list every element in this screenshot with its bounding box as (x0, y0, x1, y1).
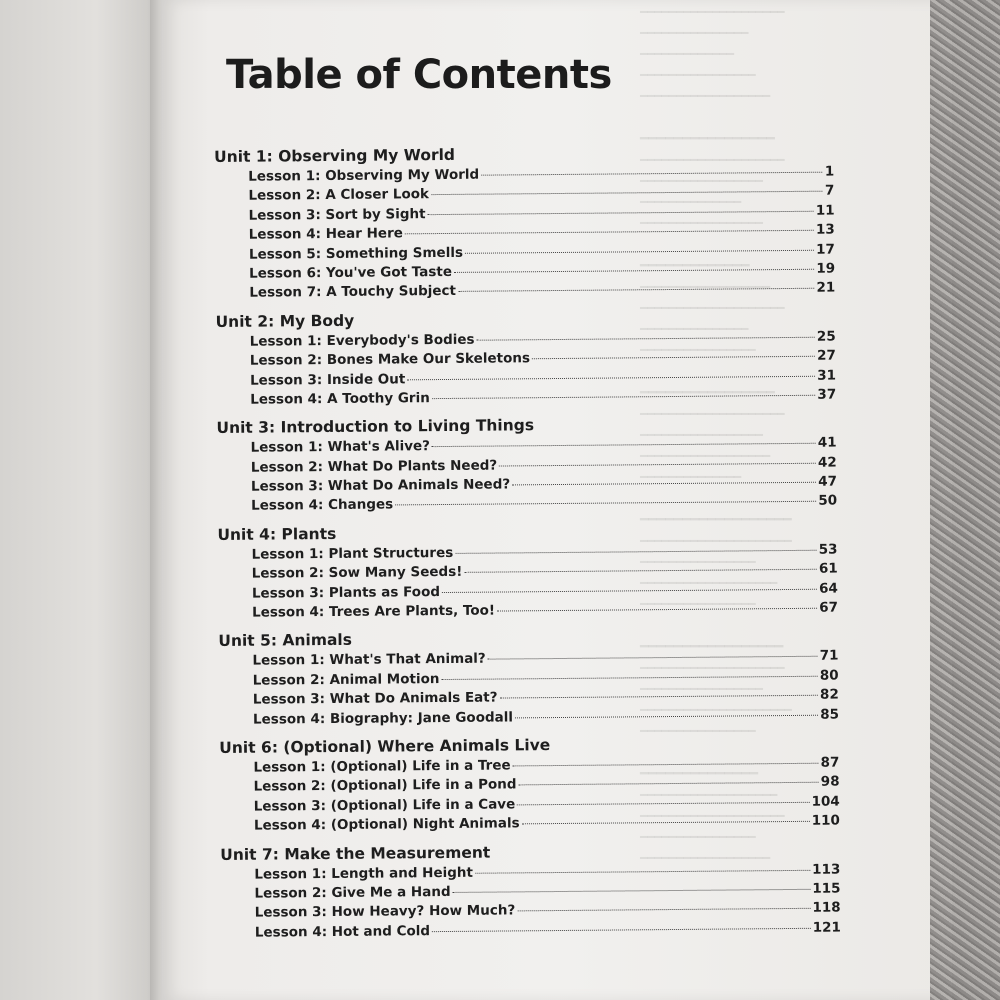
lesson-title: Lesson 3: Inside Out (249, 370, 406, 389)
carpet-background (930, 0, 1000, 1000)
unit-heading: Unit 7: Make the Measurement (220, 843, 491, 864)
lesson-title: Lesson 7: A Touchy Subject (249, 283, 457, 302)
page-number: 110 (811, 812, 840, 829)
page-number: 17 (816, 241, 835, 258)
page-number: 42 (817, 454, 837, 471)
dot-leader (519, 782, 819, 786)
unit-section (215, 305, 836, 410)
page-number: 85 (820, 706, 840, 723)
lesson-title: Lesson 1: What's Alive? (250, 438, 431, 456)
page-number: 53 (818, 541, 838, 558)
dot-leader (499, 462, 816, 466)
lesson-entry (219, 705, 839, 730)
lesson-title: Lesson 4: (Optional) Night Animals (253, 815, 520, 834)
lesson-title: Lesson 3: (Optional) Life in a Cave (253, 796, 516, 815)
lesson-title: Lesson 2: Sow Many Seeds! (251, 564, 463, 582)
page-number: 61 (818, 560, 838, 577)
unit-heading: Unit 1: Observing My World (214, 145, 456, 166)
dot-leader (475, 869, 810, 873)
lesson-title: Lesson 5: Something Smells (248, 244, 464, 263)
page-number: 64 (819, 580, 838, 597)
dot-leader (455, 550, 817, 554)
page-number: 11 (815, 202, 835, 219)
lesson-title: Lesson 2: Give Me a Hand (254, 883, 451, 902)
lesson-title: Lesson 1: (Optional) Life in a Tree (253, 757, 511, 776)
page-number: 21 (816, 279, 836, 297)
dot-leader (405, 230, 814, 235)
lesson-title: Lesson 4: Hot and Cold (254, 922, 431, 941)
page-number: 31 (817, 367, 837, 384)
dot-leader (464, 569, 817, 573)
dot-leader (441, 676, 817, 680)
dot-leader (513, 763, 819, 767)
lesson-title: Lesson 2: Animal Motion (252, 670, 440, 689)
lesson-entry (216, 385, 836, 410)
page-number: 87 (820, 754, 840, 771)
dot-leader (407, 375, 815, 380)
lesson-entry (215, 279, 835, 304)
left-page (0, 0, 160, 1000)
lesson-title: Lesson 2: (Optional) Life in a Pond (253, 776, 517, 796)
dot-leader (532, 356, 815, 359)
lesson-title: Lesson 4: Trees Are Plants, Too! (252, 602, 496, 621)
dot-leader (428, 211, 814, 215)
page-number: 27 (816, 347, 836, 364)
dot-leader (517, 802, 809, 806)
page-number: 82 (819, 686, 839, 703)
lesson-title: Lesson 3: Plants as Food (251, 583, 441, 602)
lesson-title: Lesson 2: What Do Plants Need? (250, 457, 498, 476)
lesson-title: Lesson 1: What's That Animal? (252, 651, 486, 670)
dot-leader (488, 656, 818, 660)
lesson-entry (218, 599, 838, 624)
page-number: 121 (812, 919, 841, 936)
dot-leader (432, 395, 816, 399)
lesson-title: Lesson 3: What Do Animals Need? (250, 476, 511, 495)
lesson-entry (220, 812, 840, 837)
page-number: 50 (818, 493, 838, 510)
page-title: Table of Contents (226, 52, 612, 98)
dot-leader (458, 288, 814, 292)
page-number: 13 (815, 221, 835, 238)
lesson-title: Lesson 4: Biography: Jane Goodall (252, 709, 514, 728)
dot-leader (515, 714, 818, 718)
unit-heading: Unit 3: Introduction to Living Things (216, 416, 535, 438)
unit-section (217, 518, 838, 623)
dot-leader (477, 336, 815, 340)
page-number: 71 (819, 647, 839, 665)
unit-heading: Unit 5: Animals (218, 631, 353, 651)
unit-section (216, 412, 837, 517)
lesson-title: Lesson 1: Observing My World (248, 166, 480, 185)
unit-heading: Unit 6: (Optional) Where Animals Live (219, 736, 551, 757)
lesson-entry (217, 492, 837, 517)
lesson-title: Lesson 3: How Heavy? How Much? (254, 902, 516, 922)
lesson-title: Lesson 3: What Do Animals Eat? (252, 689, 498, 708)
page-number: 19 (816, 260, 836, 277)
page-number: 113 (812, 861, 841, 878)
page-number: 7 (824, 182, 835, 200)
dot-leader (453, 889, 811, 893)
page-number: 104 (811, 793, 840, 810)
unit-section (219, 732, 840, 837)
page-number: 41 (817, 434, 837, 452)
unit-section (214, 141, 835, 304)
lesson-title: Lesson 3: Sort by Sight (248, 205, 426, 224)
dot-leader (517, 908, 810, 912)
page-number: 25 (816, 328, 836, 345)
lesson-title: Lesson 2: A Closer Look (248, 186, 430, 205)
page-number: 67 (819, 599, 839, 616)
unit-heading: Unit 4: Plants (217, 524, 337, 544)
unit-section (220, 838, 841, 943)
dot-leader (442, 588, 817, 592)
page-number: 98 (820, 773, 840, 791)
dot-leader (522, 821, 810, 825)
lesson-title: Lesson 1: Plant Structures (251, 544, 454, 563)
show-through-text: ━━━━━━━━━━━━━━━━━━━━ ━━━━━━━━━━━━━━━ ━━━━━━━━━━━━━ ━━━━━━━━━━━━━━━━ ━━━━━━━━━━━━━━━━━━ ━━━━━━━━━━━━━━━━ ━━━━━━━━━━━━━━━━━━━━ ━━━━━━━━━━━━━━━━━ ━━━━━━━━━━━━━━ ━━━━━━━━━━━━━━━━━ ━━━━━━━━━━━━━ ━━━━━━━━━━━━━━━━━━ ━━━━━━━━━━━━━━━━━━━━ ━━━━━━━━━━━━━━━ ━━━━━━━━━━━━━━━━ ━━━━━━━━━━━━━━━━ ━━━━━━━━━━━━━━━━━━━━ ━━━━━━━━━━━━━━━━━ ━━━━━━━━━━━━━━━━━━ ━━━━━━━━━━━━━━ ━━━━━━━━━━━━━━━━━━ ━━━━━━━━━━━━━━━━━━━━━ ━━━━━━━━━━━━━━━━ ━━━━━━━━━━━━━━━━━━━ ━━━━━━━━━━━━━━━━ ━━━━━━━━━━━━━━━━━ ━━━━━━━━━━━━━━━━━━━━ ━━━━━━━━━━━━━━━━━ ━━━━━━━━━━━━━━━━━━━━━ ━━━━━━━━━━━━━━━━ ━━━━━━━━━━━━━━ ━━━━━━━━━━━━━━━━━━━ ━━━━━━━━━━━━━━━━━━━━ ━━━━━━━━━━━━━━━━ ━━━━━━━━━━━━━━━━━━ (640, 5, 792, 865)
dot-leader (395, 501, 816, 506)
dot-leader (465, 249, 814, 253)
lesson-title: Lesson 2: Bones Make Our Skeletons (249, 350, 531, 369)
dot-leader (432, 928, 811, 932)
lesson-title: Lesson 6: You've Got Taste (249, 263, 453, 282)
page-number: 47 (818, 473, 838, 490)
dot-leader (512, 482, 816, 486)
lesson-title: Lesson 1: Everybody's Bodies (249, 331, 475, 350)
lesson-title: Lesson 4: Changes (251, 496, 394, 515)
dot-leader (481, 172, 822, 176)
unit-heading: Unit 2: My Body (215, 311, 355, 331)
lesson-title: Lesson 1: Length and Height (254, 864, 474, 883)
dot-leader (432, 443, 816, 447)
unit-section (218, 625, 839, 730)
page-number: 1 (824, 163, 835, 180)
page-number: 118 (812, 899, 841, 917)
table-of-contents (214, 141, 841, 943)
dot-leader (500, 695, 818, 699)
lesson-title: Lesson 4: A Toothy Grin (250, 390, 430, 408)
page-number: 37 (817, 386, 837, 403)
page-number: 80 (819, 667, 839, 684)
dot-leader (497, 608, 817, 612)
dot-leader (431, 191, 822, 195)
lesson-title: Lesson 4: Hear Here (248, 225, 403, 243)
page-number: 115 (812, 880, 841, 897)
dot-leader (454, 269, 814, 273)
